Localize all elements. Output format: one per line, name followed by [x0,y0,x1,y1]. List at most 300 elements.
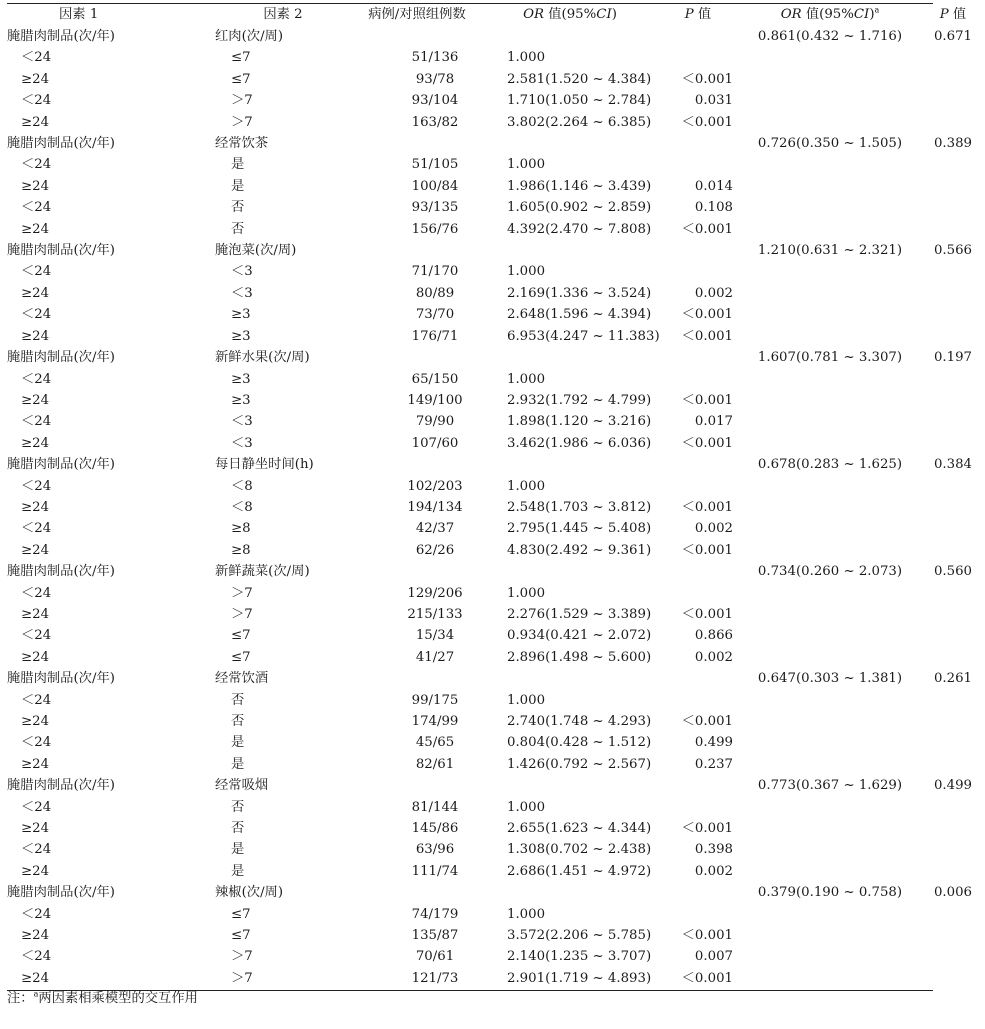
row-p: 0.398 [694,842,733,858]
group-header-row [7,561,985,582]
row-p-interaction-empty [921,47,985,68]
group-p-empty [657,133,739,154]
row-factor1-level: ≥24 [21,863,50,879]
group-p-empty [657,775,739,796]
group-factor2: 新鲜水果(次/周) [215,350,310,366]
row-cases: 81/144 [411,799,459,815]
row-p-interaction-empty [921,390,985,411]
row-or-interaction-empty [739,711,921,732]
row-cases: 93/78 [415,71,455,87]
group-factor2: 经常吸烟 [215,778,269,794]
row-factor1-level: ＜24 [21,93,52,109]
row-factor2-level: ≤7 [231,928,251,944]
table-row [7,946,985,967]
group-p-interaction: 0.261 [933,671,973,687]
row-factor1-level: ＜24 [21,371,52,387]
row-or: 3.572(2.206 ~ 5.785) [507,928,652,944]
row-cases: 15/34 [415,628,455,644]
row-p [657,47,739,68]
group-or-interaction: 1.210(0.631 ~ 2.321) [757,243,903,259]
row-or: 1.000 [507,157,546,173]
header-ci2-label: CI [853,7,870,22]
row-or: 1.426(0.792 ~ 2.567) [507,756,652,772]
row-p [657,154,739,175]
row-factor2-level: 是 [231,842,245,858]
row-p-interaction-empty [921,326,985,347]
table-row [7,112,985,133]
group-header-row [7,668,985,689]
row-p: ＜0.001 [681,221,733,237]
row-or-interaction-empty [739,261,921,282]
row-cases: 121/73 [411,970,459,986]
group-or-interaction: 0.773(0.367 ~ 1.629) [757,778,903,794]
row-factor2-level: ＜8 [231,499,253,515]
table-row [7,518,985,539]
row-factor1-level: ＜24 [21,307,52,323]
row-p-interaction-empty [921,690,985,711]
table-row [7,818,985,839]
row-factor1-level: ＜24 [21,414,52,430]
row-or-interaction-empty [739,411,921,432]
row-factor2-level: ≤7 [231,628,251,644]
header-or-label: OR [523,7,544,22]
table-row [7,261,985,282]
row-factor1-level: ＜24 [21,799,52,815]
row-p-interaction-empty [921,818,985,839]
row-p-interaction-empty [921,625,985,646]
group-or-empty [483,775,657,796]
table-row [7,197,985,218]
group-p-empty [657,26,739,47]
table-row [7,861,985,882]
row-p [657,261,739,282]
row-cases: 63/96 [415,842,455,858]
row-p-interaction-empty [921,112,985,133]
row-factor2-level: 否 [231,714,245,729]
row-factor2-level: ≤7 [231,71,251,87]
row-p: ＜0.001 [681,71,733,87]
row-p-interaction-empty [921,861,985,882]
row-p: ＜0.001 [681,114,733,130]
row-or: 4.830(2.492 ~ 9.361) [507,542,652,558]
row-factor2-level: 否 [231,692,245,708]
row-or-interaction-empty [739,968,921,989]
group-or-empty [483,561,657,582]
row-p-interaction-empty [921,839,985,860]
row-p-interaction-empty [921,197,985,218]
row-factor1-level: ＜24 [21,906,52,922]
row-p-interaction-empty [921,176,985,197]
row-factor2-level: ≥3 [231,307,251,323]
table-body [7,26,985,989]
group-cases-empty [351,240,483,261]
group-factor1: 腌腊肉制品(次/年) [7,29,115,44]
table-row [7,90,985,111]
group-or-empty [483,347,657,368]
row-p-interaction-empty [921,69,985,90]
group-factor2: 腌泡菜(次/周) [215,243,297,259]
row-p [657,904,739,925]
row-p [657,797,739,818]
row-factor1-level: ≥24 [21,178,50,194]
row-or-interaction-empty [739,69,921,90]
row-cases: 41/27 [415,649,455,665]
table-row [7,326,985,347]
row-p-interaction-empty [921,732,985,753]
table-row [7,732,985,753]
group-p-empty [657,561,739,582]
row-factor2-level: ≥8 [231,542,251,558]
row-or-interaction-empty [739,154,921,175]
table-row [7,176,985,197]
table-row [7,925,985,946]
row-cases: 71/170 [411,264,459,280]
group-p-interaction: 0.389 [933,136,973,152]
row-factor2-level: ＜3 [231,414,253,430]
row-cases: 45/65 [415,735,455,751]
row-p: 0.014 [694,178,733,194]
table-row [7,968,985,989]
row-p: 0.002 [694,649,733,665]
header-p2-suffix: 值 [948,7,967,22]
row-or: 1.000 [507,692,546,708]
row-cases: 102/203 [407,478,463,494]
row-factor2-level: ＞7 [231,970,253,986]
row-factor2-level: 是 [231,157,245,173]
row-cases: 174/99 [411,714,459,729]
group-header-row [7,133,985,154]
group-cases-empty [351,775,483,796]
row-or-interaction-empty [739,326,921,347]
row-or: 0.804(0.428 ~ 1.512) [507,735,652,751]
group-cases-empty [351,668,483,689]
row-or: 2.686(1.451 ~ 4.972) [507,863,652,879]
row-cases: 111/74 [411,863,459,879]
row-p: ＜0.001 [681,821,733,837]
row-factor2-level: ≥3 [231,328,251,344]
header-p-interaction [921,4,985,26]
group-p-empty [657,347,739,368]
row-factor1-level: ＜24 [21,157,52,173]
row-or: 2.648(1.596 ~ 4.394) [507,307,652,323]
row-factor1-level: ≥24 [21,221,50,237]
header-or-suffix: 值(95% [544,7,597,22]
group-header-row [7,26,985,47]
row-p: ＜0.001 [681,328,733,344]
row-p-interaction-empty [921,904,985,925]
row-p: 0.499 [694,735,733,751]
header-p2-label: P [939,7,949,22]
group-factor2: 红肉(次/周) [215,29,284,44]
row-p-interaction-empty [921,261,985,282]
interaction-table [7,4,985,989]
group-cases-empty [351,454,483,475]
row-p-interaction-empty [921,540,985,561]
row-or-interaction-empty [739,818,921,839]
table-row [7,839,985,860]
row-p-interaction-empty [921,219,985,240]
group-cases-empty [351,26,483,47]
row-or: 0.934(0.421 ~ 2.072) [507,628,652,644]
row-cases: 149/100 [407,392,463,408]
row-or: 2.276(1.529 ~ 3.389) [507,606,652,622]
row-factor2-level: 否 [231,799,245,815]
group-cases-empty [351,882,483,903]
row-factor2-level: ≤7 [231,50,251,66]
row-factor2-level: ＞7 [231,949,253,965]
row-p-interaction-empty [921,604,985,625]
header-factor1: 因素 1 [59,7,99,22]
group-factor2: 新鲜蔬菜(次/周) [215,564,310,580]
group-cases-empty [351,133,483,154]
group-cases-empty [351,347,483,368]
row-or-interaction-empty [739,47,921,68]
group-cases-empty [351,561,483,582]
row-or-interaction-empty [739,625,921,646]
header-cases: 病例/对照组例数 [368,7,466,22]
row-factor1-level: ＜24 [21,842,52,858]
row-or: 1.000 [507,264,546,280]
row-cases: 145/86 [411,821,459,837]
row-p-interaction-empty [921,497,985,518]
row-p [657,476,739,497]
row-cases: 135/87 [411,928,459,944]
header-or-interaction [739,4,921,26]
row-factor2-level: ＞7 [231,93,253,109]
row-p: 0.017 [694,414,733,430]
table-row [7,540,985,561]
row-or: 1.000 [507,906,546,922]
row-p: 0.108 [694,200,733,216]
row-factor1-level: ≥24 [21,970,50,986]
row-or-interaction-empty [739,925,921,946]
row-p [657,369,739,390]
row-p-interaction-empty [921,754,985,775]
row-cases: 62/26 [415,542,455,558]
table-row [7,47,985,68]
row-cases: 107/60 [411,435,459,451]
row-factor2-level: ≥3 [231,371,251,387]
table-row [7,154,985,175]
header-or2-label: OR [780,7,802,22]
table-row [7,369,985,390]
row-or: 1.000 [507,799,546,815]
header-or2-suffix: 值(95% [801,7,854,22]
row-or: 2.795(1.445 ~ 5.408) [507,521,652,537]
row-cases: 176/71 [411,328,459,344]
header-sup-a: a [874,5,880,15]
row-p-interaction-empty [921,797,985,818]
row-factor1-level: ≥24 [21,928,50,944]
group-or-interaction: 1.607(0.781 ~ 3.307) [757,350,903,366]
group-factor2: 辣椒(次/周) [215,885,284,901]
row-p: ＜0.001 [681,392,733,408]
row-factor1-level: ≥24 [21,71,50,87]
row-factor2-level: 是 [231,863,245,879]
row-factor2-level: 是 [231,178,245,194]
row-factor1-level: ≥24 [21,606,50,622]
row-or: 1.000 [507,50,546,66]
row-or: 2.140(1.235 ~ 3.707) [507,949,652,965]
table-row [7,647,985,668]
group-or-empty [483,454,657,475]
row-p-interaction-empty [921,476,985,497]
row-or: 1.986(1.146 ~ 3.439) [507,178,652,194]
group-p-empty [657,882,739,903]
row-or: 2.655(1.623 ~ 4.344) [507,821,652,837]
group-or-interaction: 0.678(0.283 ~ 1.625) [757,457,903,473]
row-p: ＜0.001 [681,928,733,944]
group-factor1: 腌腊肉制品(次/年) [7,350,115,366]
row-p [657,583,739,604]
row-p: ＜0.001 [681,435,733,451]
header-ci-label: CI [596,7,612,22]
row-p: ＜0.001 [681,970,733,986]
row-or: 3.802(2.264 ~ 6.385) [507,114,652,130]
row-factor1-level: ≥24 [21,285,50,301]
row-cases: 42/37 [415,521,455,537]
row-or-interaction-empty [739,797,921,818]
row-or: 2.169(1.336 ~ 3.524) [507,285,652,301]
row-factor2-level: 是 [231,756,245,772]
row-p-interaction-empty [921,518,985,539]
group-p-interaction: 0.006 [933,885,973,901]
row-p-interaction-empty [921,711,985,732]
table-row [7,433,985,454]
group-or-empty [483,133,657,154]
row-p: 0.002 [694,521,733,537]
row-factor2-level: ≥8 [231,521,251,537]
row-or-interaction-empty [739,604,921,625]
row-cases: 163/82 [411,114,459,130]
row-or-interaction-empty [739,861,921,882]
table-row [7,711,985,732]
row-p: 0.007 [694,949,733,965]
row-or-interaction-empty [739,946,921,967]
group-or-empty [483,882,657,903]
table-row [7,283,985,304]
row-factor1-level: ≥24 [21,542,50,558]
group-header-row [7,882,985,903]
row-or-interaction-empty [739,112,921,133]
row-factor1-level: ＜24 [21,628,52,644]
group-or-empty [483,26,657,47]
row-p-interaction-empty [921,369,985,390]
row-p: ＜0.001 [681,542,733,558]
row-or-interaction-empty [739,540,921,561]
footnote-sup: a [33,989,39,999]
row-p-interaction-empty [921,433,985,454]
row-cases: 70/61 [415,949,455,965]
group-header-row [7,240,985,261]
row-or: 2.932(1.792 ~ 4.799) [507,392,652,408]
row-factor1-level: ≥24 [21,649,50,665]
footnote-text: 两因素相乘模型的交互作用 [38,991,198,1006]
footnote-prefix: 注： [7,991,34,1006]
row-p: ＜0.001 [681,714,733,729]
row-factor1-level: ＜24 [21,735,52,751]
table-row [7,754,985,775]
row-or: 1.000 [507,478,546,494]
group-p-empty [657,240,739,261]
row-factor2-level: ＞7 [231,585,253,601]
row-or-interaction-empty [739,369,921,390]
row-cases: 93/135 [411,200,459,216]
row-factor1-level: ≥24 [21,714,50,729]
row-or-interaction-empty [739,476,921,497]
row-or-interaction-empty [739,304,921,325]
table-row [7,219,985,240]
table-row [7,690,985,711]
row-cases: 100/84 [411,178,459,194]
table-row [7,304,985,325]
row-p-interaction-empty [921,154,985,175]
row-factor2-level: ＜3 [231,435,253,451]
row-factor2-level: ＜3 [231,285,253,301]
group-or-interaction: 0.379(0.190 ~ 0.758) [757,885,903,901]
row-or: 1.898(1.120 ~ 3.216) [507,414,652,430]
row-cases: 80/89 [415,285,455,301]
table-footnote [7,988,198,1010]
row-or: 2.548(1.703 ~ 3.812) [507,499,652,515]
row-cases: 156/76 [411,221,459,237]
row-p-interaction-empty [921,925,985,946]
row-p-interaction-empty [921,90,985,111]
row-factor1-level: ＜24 [21,50,52,66]
row-factor2-level: ≥3 [231,392,251,408]
group-factor1: 腌腊肉制品(次/年) [7,778,115,794]
row-p: 0.002 [694,285,733,301]
row-p: 0.237 [694,756,733,772]
group-or-interaction: 0.726(0.350 ~ 1.505) [757,136,903,152]
group-factor2: 经常饮茶 [215,136,269,152]
row-cases: 51/136 [411,50,459,66]
row-or: 6.953(4.247 ~ 11.383) [507,328,660,344]
row-or: 2.740(1.748 ~ 4.293) [507,714,652,729]
row-or-interaction-empty [739,497,921,518]
table-row [7,411,985,432]
row-or-interaction-empty [739,433,921,454]
row-p-interaction-empty [921,411,985,432]
group-header-row [7,775,985,796]
row-p-interaction-empty [921,304,985,325]
table-row [7,390,985,411]
row-factor1-level: ≥24 [21,392,50,408]
interaction-table-container [7,3,973,991]
row-factor1-level: ＜24 [21,264,52,280]
row-or: 1.605(0.902 ~ 2.859) [507,200,652,216]
row-or-interaction-empty [739,904,921,925]
group-p-interaction: 0.197 [933,350,973,366]
table-row [7,625,985,646]
group-factor1: 腌腊肉制品(次/年) [7,457,115,473]
header-p [657,4,739,26]
row-factor1-level: ＜24 [21,949,52,965]
row-or: 4.392(2.470 ~ 7.808) [507,221,652,237]
row-or: 1.710(1.050 ~ 2.784) [507,93,652,109]
group-p-interaction: 0.499 [933,778,973,794]
row-or-interaction-empty [739,647,921,668]
group-p-empty [657,454,739,475]
table-row [7,904,985,925]
table-row [7,476,985,497]
row-factor2-level: 否 [231,821,245,837]
group-or-interaction: 0.647(0.303 ~ 1.381) [757,671,903,687]
row-factor1-level: ＜24 [21,585,52,601]
row-factor2-level: ＜8 [231,478,253,494]
row-factor2-level: ＜3 [231,264,253,280]
group-p-interaction: 0.671 [933,29,973,44]
